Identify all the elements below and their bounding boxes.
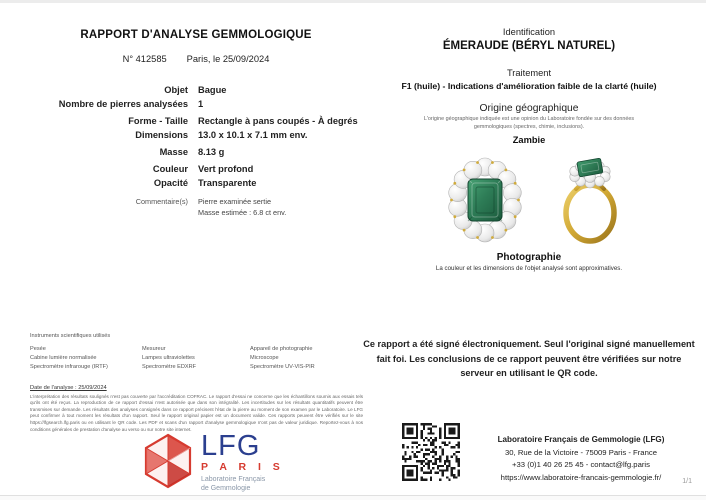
- lfg-logo-text: [201, 432, 284, 494]
- lab-website: https://www.laboratoire-francais-gemmologie.fr/: [500, 472, 662, 482]
- qr-code: [402, 423, 460, 481]
- field-value: 8.13 g: [198, 146, 225, 157]
- instruments-column-1: [30, 345, 142, 372]
- field-label: Dimensions: [135, 129, 188, 140]
- lab-name: Laboratoire Français de Gemmologie (LFG): [497, 435, 665, 444]
- field-value: Vert profond: [198, 164, 254, 175]
- comment-line: Masse estimée : 6.8 ct env.: [198, 207, 287, 217]
- instrument: Spectromètre EDXRF: [142, 363, 197, 370]
- field-row-masse: [30, 147, 362, 157]
- instrument: Spectromètre UV-VIS-PIR: [250, 363, 315, 370]
- field-label: Couleur: [152, 164, 188, 175]
- legal-disclaimer: L'interprétation des résultats soulignés n'est pas couverte par l'accréditation COFRAC. Le rapport d'essai ne concerne que les échantillons soumis aux essais tels qu'ils ont été reçus. La reproduction de ce rapport d'essai n'est autorisée que dans son intégralité. Les incertitudes sur les résultats quantitatifs peuvent être transmises sur demande. Les résultats des analyses consignés dans ce rapport précisent l'état de la pierre au moment de son examen par le Laboratoire. Le LFG peut confirmer à tout moment les résultats d'un rapport. Seul le rapport original papier est un document valide. Ces rapports peuvent être vérifiés sur le site https://lfgsearch.lfg.paris ou en utilisant le QR code. Les PDF et scans d'un rapport d'analyse gemmologique n'ont pas de valeur juridique. Reportez-vous à nos conditions générales de prestation d'analyse au verso ou sur notre site internet.: [30, 393, 363, 432]
- report-left-column: [30, 29, 362, 222]
- lfg-logo-city: P A R I S: [201, 460, 285, 473]
- instruments-column-3: [250, 345, 350, 372]
- field-label: Forme - Taille: [128, 115, 188, 126]
- lab-contact-block: [466, 434, 696, 484]
- report-title: RAPPORT D'ANALYSE GEMMOLOGIQUE: [80, 29, 312, 41]
- report-meta: [30, 54, 362, 64]
- lfg-logo-subtitle: [201, 475, 284, 494]
- lfg-logo-subtitle-line2: de Gemmologie: [201, 485, 251, 493]
- instruments-column-2: [142, 345, 250, 372]
- electronic-signature-note: Ce rapport a été signé électroniquement. Seul l'original signé manuellement fait foi. Les conclusions de ce rapport peuvent être vérifiées sur notre serveur en utilisant le QR code.: [363, 339, 695, 379]
- ring-photo-side-view: [550, 153, 630, 247]
- treatment-heading: Traitement: [506, 68, 552, 78]
- report-fields: [30, 85, 362, 218]
- identification-value: ÉMERAUDE (BÉRYL NATUREL): [442, 40, 616, 52]
- lfg-logo-subtitle-line1: Laboratoire Français: [201, 475, 266, 483]
- field-row-dimensions: [30, 130, 362, 140]
- ring-photo-top-view: [446, 153, 524, 247]
- lab-address: 30, Rue de la Victoire - 75009 Paris - France: [505, 447, 657, 457]
- report-right-column: [368, 27, 690, 272]
- comments-value: [198, 197, 362, 218]
- instrument: Spectromètre infrarouge (IRTF): [30, 363, 108, 370]
- field-row-couleur: [30, 164, 362, 174]
- report-place-date: Paris, le 25/09/2024: [186, 54, 270, 64]
- field-row-nombre: [30, 99, 362, 109]
- origin-value: Zambie: [512, 135, 546, 146]
- analysis-date: Date de l'analyse : 25/09/2024: [30, 385, 107, 391]
- ring-photos: [386, 153, 690, 247]
- field-row-objet: [30, 85, 362, 95]
- origin-heading: Origine géographique: [479, 103, 579, 114]
- legal-section: [30, 385, 363, 433]
- field-label: Objet: [164, 85, 188, 95]
- field-value: Rectangle à pans coupés - À degrés: [198, 115, 358, 126]
- lfg-logo: [142, 432, 284, 494]
- photography-heading: Photographie: [496, 252, 562, 264]
- field-label: Nombre de pierres analysées: [58, 98, 188, 109]
- field-label: Opacité: [153, 177, 188, 188]
- page-bottom-edge: [0, 495, 706, 500]
- lfg-gem-icon: [142, 432, 194, 490]
- field-row-commentaires: [30, 197, 362, 218]
- identification-heading: Identification: [502, 27, 556, 37]
- instrument: Microscope: [250, 354, 279, 361]
- field-row-forme: [30, 116, 362, 126]
- instrument: Appareil de photographie: [250, 346, 313, 352]
- lab-phone-email: +33 (0)1 40 26 25 45 - contact@lfg.paris: [512, 460, 650, 470]
- treatment-value: F1 (huile) - Indications d'amélioration faible de la clarté (huile): [401, 81, 657, 91]
- instruments-section: [30, 333, 350, 372]
- page-number: 1/1: [682, 478, 692, 485]
- field-value: Transparente: [198, 177, 257, 188]
- instrument: Cabine lumière normalisée: [30, 354, 97, 361]
- instrument: Mesureur: [142, 346, 166, 352]
- field-label: Masse: [159, 146, 188, 157]
- instrument: Pesée: [30, 346, 46, 352]
- report-number: N° 412585: [122, 54, 167, 64]
- photography-note: La couleur et les dimensions de l'objet analysé sont approximatives.: [435, 265, 623, 273]
- origin-note: L'origine géographique indiquée est une opinion du Laboratoire fondée sur des données gemmologiques (spectres, chimie, inclusions).: [423, 116, 635, 130]
- field-row-opacite: [30, 178, 362, 188]
- instrument: Lampes ultraviolettes: [142, 354, 195, 361]
- field-value: 1: [198, 98, 204, 109]
- field-value: Bague: [198, 85, 227, 95]
- comment-line: Pierre examinée sertie: [198, 197, 272, 207]
- field-value: 13.0 x 10.1 x 7.1 mm env.: [198, 129, 308, 140]
- instruments-heading: Instruments scientifiques utilisés: [30, 333, 111, 339]
- lfg-logo-acronym: LFG: [201, 430, 261, 462]
- comments-label: Commentaire(s): [135, 197, 188, 207]
